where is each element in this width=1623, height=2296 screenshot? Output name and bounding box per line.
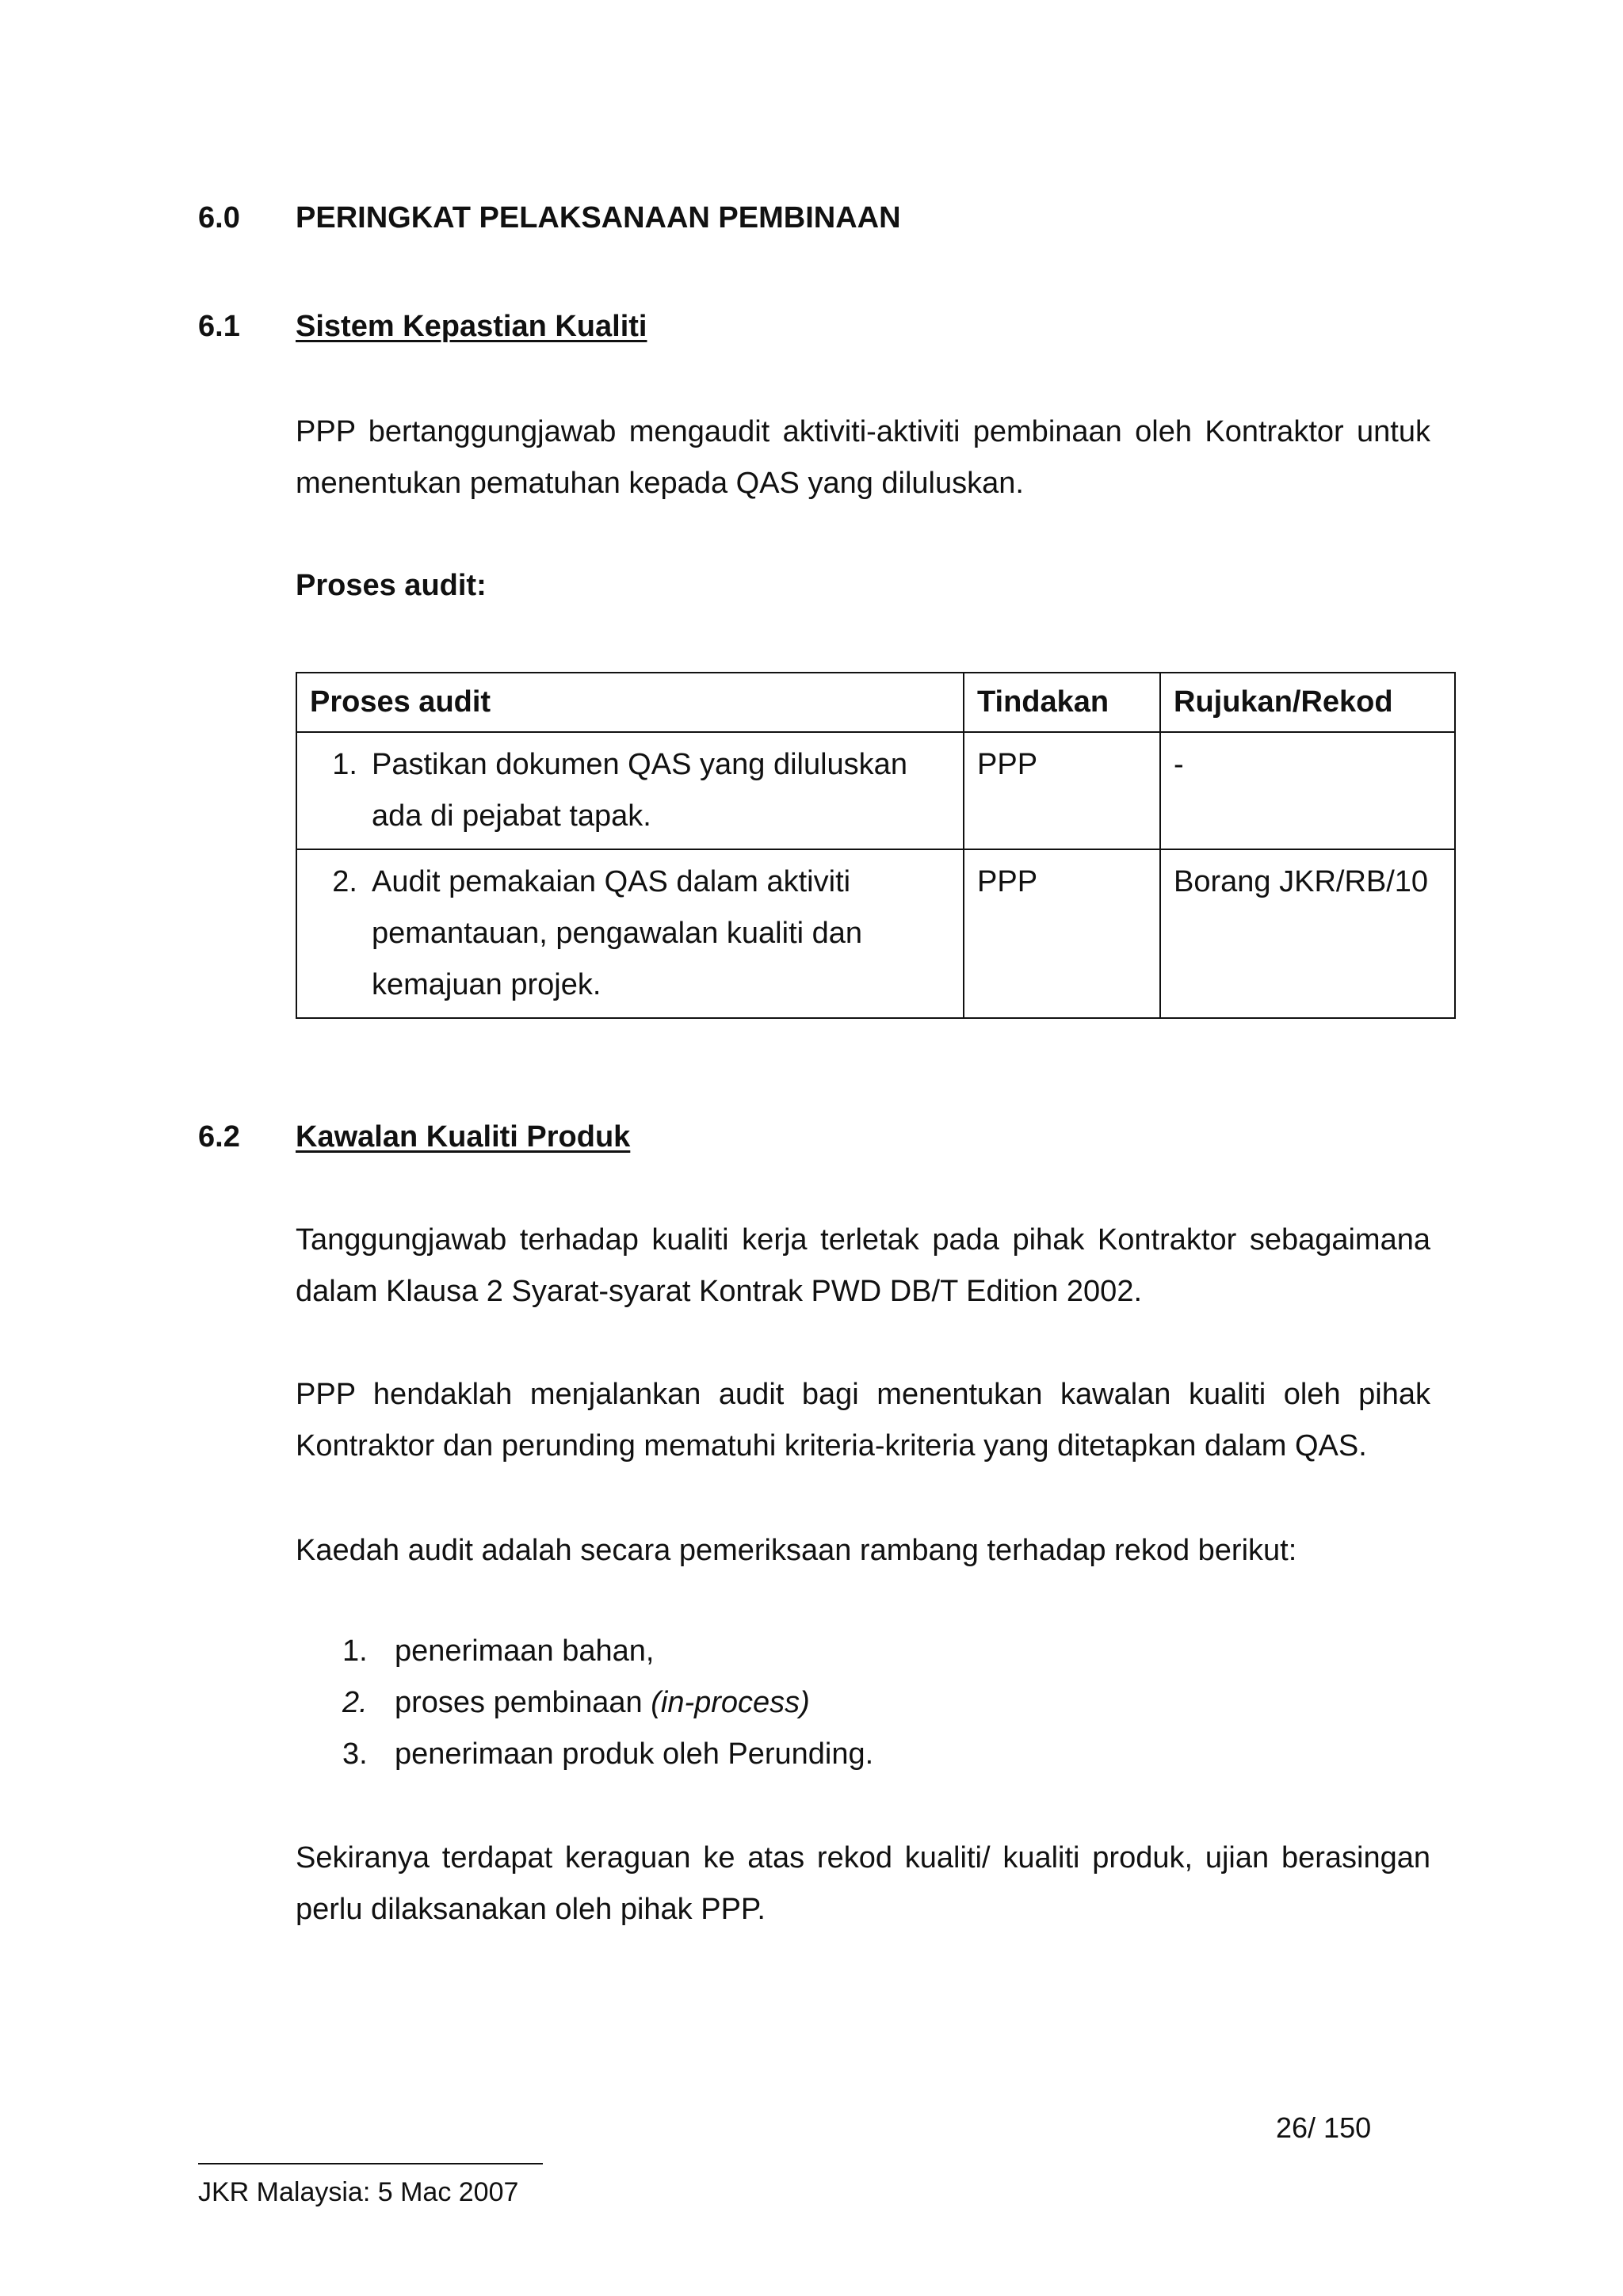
list-text-italic: (in-process) bbox=[651, 1686, 810, 1719]
section-6-1-title: Sistem Kepastian Kualiti bbox=[296, 310, 647, 343]
section-6-2-paragraph-2: PPP hendaklah menjalankan audit bagi menentukan kawalan kualiti oleh pihak Kontraktor dan perunding mematuhi kriteria-kriteria yang ditetapkan dalam QAS. bbox=[296, 1378, 1430, 1463]
reference-cell: - bbox=[1160, 732, 1455, 849]
list-text: proses pembinaan bbox=[395, 1686, 651, 1719]
section-6-2-paragraph-1: Tanggungjawab terhadap kualiti kerja terletak pada pihak Kontraktor sebagaimana dalam Klausa 2 Syarat-syarat Kontrak PWD DB/T Edition 2002. bbox=[296, 1223, 1430, 1308]
process-text: Audit pemakaian QAS dalam aktiviti pemantauan, pengawalan kualiti dan kemajuan projek. bbox=[372, 865, 863, 1001]
table-header-row bbox=[296, 673, 1455, 732]
audit-records-list bbox=[342, 1626, 873, 1780]
section-6-1-number: 6.1 bbox=[198, 310, 240, 343]
header-rujukan-rekod: Rujukan/Rekod bbox=[1160, 673, 1455, 732]
process-cell bbox=[296, 849, 964, 1018]
list-text: penerimaan bahan, bbox=[395, 1634, 655, 1668]
process-cell bbox=[296, 732, 964, 849]
list-item bbox=[342, 1677, 873, 1729]
header-proses-audit: Proses audit bbox=[296, 673, 964, 732]
action-cell: PPP bbox=[964, 849, 1160, 1018]
proses-audit-subheading: Proses audit: bbox=[296, 569, 487, 602]
list-number: 3. bbox=[342, 1737, 368, 1771]
table-row bbox=[296, 732, 1455, 849]
action-cell: PPP bbox=[964, 732, 1160, 849]
section-6-0-title: PERINGKAT PELAKSANAAN PEMBINAAN bbox=[296, 201, 901, 235]
process-text: Pastikan dokumen QAS yang diluluskan ada di pejabat tapak. bbox=[372, 748, 907, 833]
list-item bbox=[342, 1626, 873, 1677]
table-row bbox=[296, 849, 1455, 1018]
list-number: 1. bbox=[342, 1634, 368, 1668]
footer-org-date: JKR Malaysia: 5 Mac 2007 bbox=[198, 2177, 519, 2207]
page-number: 26/ 150 bbox=[1276, 2111, 1372, 2144]
section-6-1-paragraph: PPP bertanggungjawab mengaudit aktiviti-aktiviti pembinaan oleh Kontraktor untuk menentukan pematuhan kepada QAS yang diluluskan. bbox=[296, 415, 1430, 500]
header-tindakan: Tindakan bbox=[964, 673, 1160, 732]
section-6-2-number: 6.2 bbox=[198, 1120, 240, 1154]
section-6-2-paragraph-4: Sekiranya terdapat keraguan ke atas rekod kualiti/ kualiti produk, ujian berasingan perlu dilaksanakan oleh pihak PPP. bbox=[296, 1841, 1430, 1926]
row-number: 2. bbox=[332, 865, 357, 898]
footer-divider bbox=[198, 2163, 543, 2164]
section-6-0-number: 6.0 bbox=[198, 201, 240, 235]
audit-process-table bbox=[296, 672, 1456, 1019]
list-text: penerimaan produk oleh Perunding. bbox=[395, 1737, 874, 1771]
row-number: 1. bbox=[332, 748, 357, 781]
section-6-2-title: Kawalan Kualiti Produk bbox=[296, 1120, 631, 1154]
reference-cell: Borang JKR/RB/10 bbox=[1160, 849, 1455, 1018]
list-number: 2. bbox=[342, 1686, 368, 1719]
list-item bbox=[342, 1729, 873, 1780]
section-6-2-paragraph-3: Kaedah audit adalah secara pemeriksaan rambang terhadap rekod berikut: bbox=[296, 1534, 1297, 1567]
